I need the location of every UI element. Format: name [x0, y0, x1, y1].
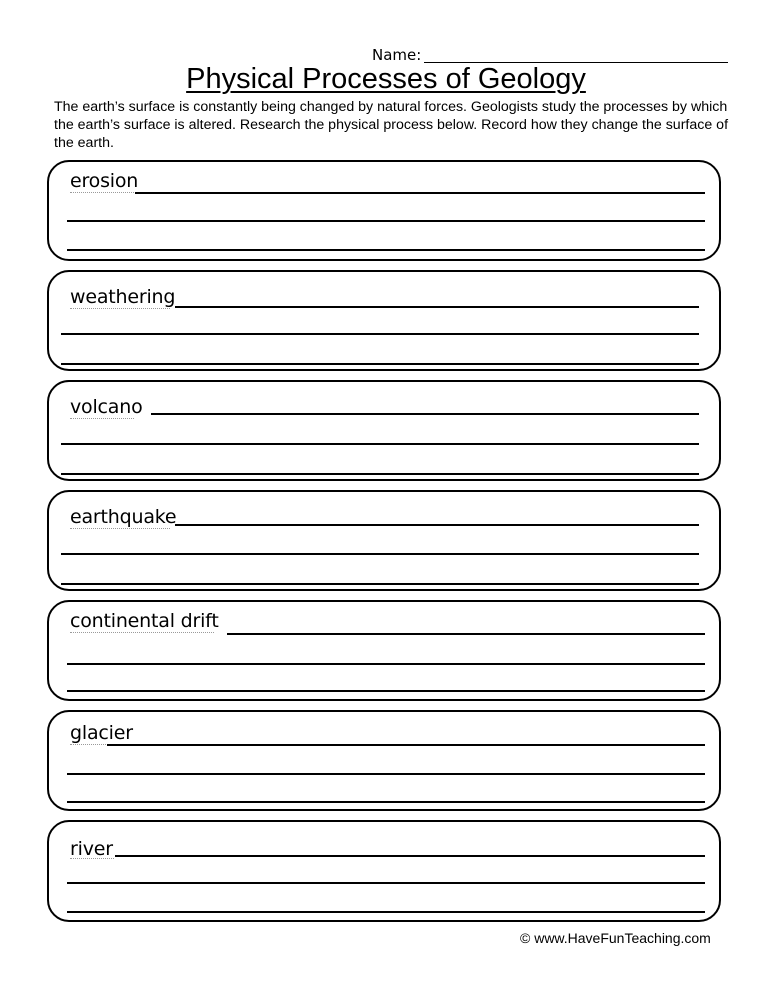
term-label: continental drift: [70, 610, 219, 632]
term-box-weathering: [47, 270, 721, 371]
term-label: earthquake: [70, 506, 177, 528]
answer-line[interactable]: [61, 553, 699, 555]
instructions: The earth’s surface is constantly being changed by natural forces. Geologists study the processes by which the earth’s surface is altered. Research the physical process below. Record how they change the surface of the earth.: [54, 99, 729, 151]
label-guide: [70, 528, 170, 529]
answer-line[interactable]: [67, 663, 705, 665]
answer-line[interactable]: [67, 801, 705, 803]
answer-line[interactable]: [67, 882, 705, 884]
label-guide: [70, 308, 170, 309]
answer-line[interactable]: [67, 773, 705, 775]
term-box-glacier: [47, 710, 721, 811]
term-box-continental-drift: [47, 600, 721, 701]
answer-line[interactable]: [61, 443, 699, 445]
answer-line[interactable]: [107, 744, 705, 746]
answer-line[interactable]: [175, 524, 699, 526]
answer-line[interactable]: [61, 363, 699, 365]
term-box-river: [47, 820, 721, 922]
answer-line[interactable]: [61, 333, 699, 335]
answer-line[interactable]: [67, 220, 705, 222]
answer-line[interactable]: [115, 855, 705, 857]
term-box-erosion: [47, 160, 721, 261]
answer-line[interactable]: [135, 192, 705, 194]
label-guide: [70, 192, 134, 193]
term-box-volcano: [47, 380, 721, 481]
copyright-footer: © www.HaveFunTeaching.com: [520, 930, 711, 946]
label-guide: [70, 858, 114, 859]
term-label: erosion: [70, 170, 139, 192]
term-box-earthquake: [47, 490, 721, 591]
answer-line[interactable]: [67, 690, 705, 692]
term-label: volcano: [70, 396, 143, 418]
term-label: weathering: [70, 286, 176, 308]
label-guide: [70, 418, 134, 419]
answer-line[interactable]: [67, 911, 705, 913]
answer-line[interactable]: [227, 633, 705, 635]
term-label: glacier: [70, 722, 133, 744]
page-title: Physical Processes of Geology: [186, 63, 586, 95]
answer-line[interactable]: [151, 413, 699, 415]
label-guide: [70, 632, 214, 633]
answer-line[interactable]: [67, 249, 705, 251]
answer-line[interactable]: [61, 473, 699, 475]
answer-line[interactable]: [175, 306, 699, 308]
answer-line[interactable]: [61, 583, 699, 585]
term-label: river: [70, 838, 113, 860]
name-label: Name:: [372, 46, 422, 64]
